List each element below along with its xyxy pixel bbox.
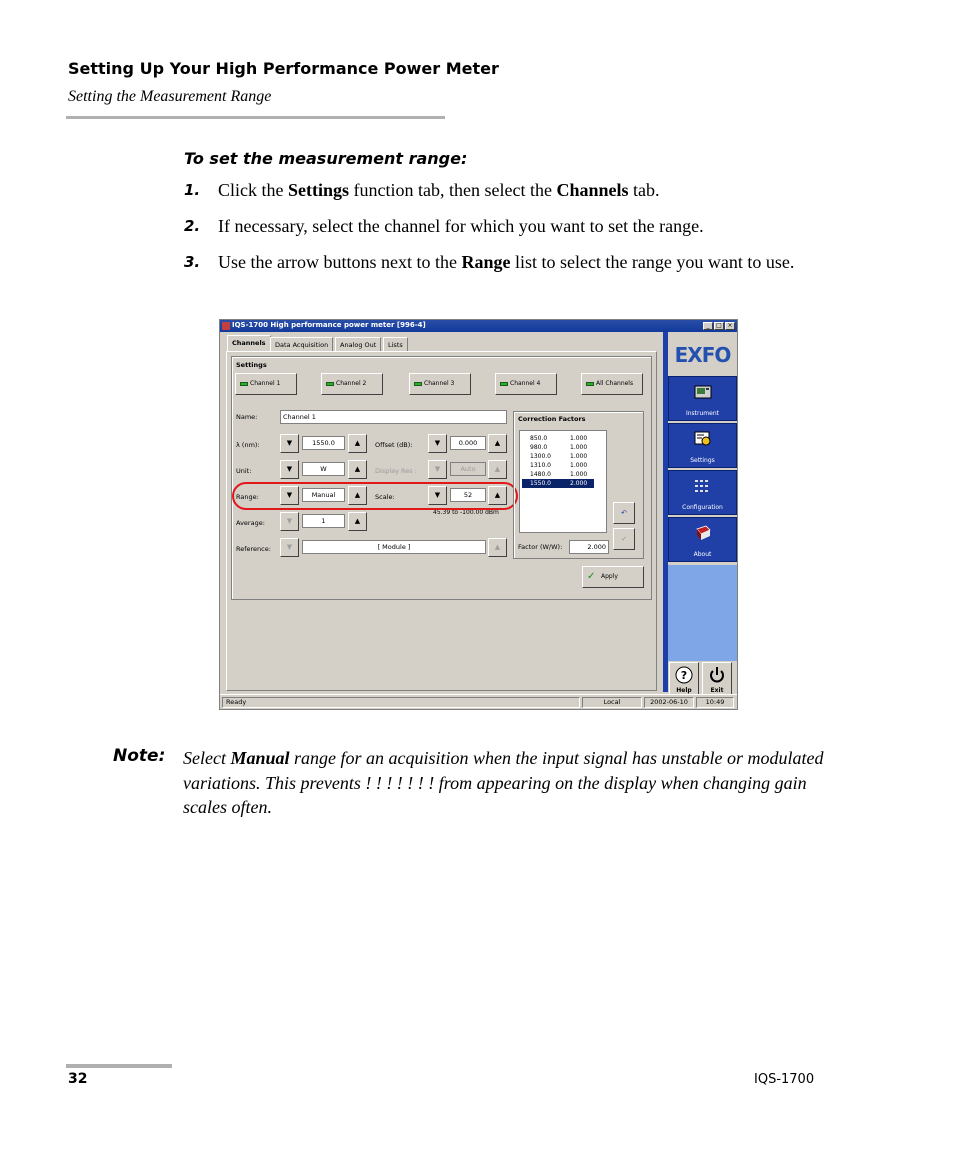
unit-field[interactable]: W bbox=[302, 462, 345, 476]
channel-3-button[interactable] bbox=[409, 373, 471, 395]
factor-label: Factor (W/W): bbox=[518, 543, 563, 551]
range-down-button[interactable]: ▼ bbox=[280, 486, 299, 505]
step-number: 2. bbox=[184, 217, 201, 235]
sidebar-item-label: Instrument bbox=[685, 410, 719, 417]
sidebar-item-instrument[interactable] bbox=[668, 376, 737, 421]
configuration-icon bbox=[694, 478, 712, 494]
channel-1-button[interactable] bbox=[235, 373, 297, 395]
instrument-icon bbox=[694, 384, 712, 400]
step-text: Use the arrow buttons next to the Range list to select the range you want to use. bbox=[218, 252, 795, 272]
note-label: Note: bbox=[113, 746, 166, 766]
sidebar-item-configuration[interactable] bbox=[668, 470, 737, 515]
wavelength-field[interactable]: 1550.0 bbox=[302, 436, 345, 450]
status-mode: Local bbox=[582, 697, 642, 708]
list-item[interactable]: 850.0 1.000 bbox=[530, 435, 588, 442]
channel-4-button[interactable] bbox=[495, 373, 557, 395]
wavelength-label: λ (nm): bbox=[236, 441, 260, 449]
scale-up-button[interactable]: ▲ bbox=[488, 486, 507, 505]
channel-led-icon bbox=[326, 382, 334, 386]
wavelength-down-button[interactable]: ▼ bbox=[280, 434, 299, 453]
apply-button[interactable] bbox=[582, 566, 644, 588]
channel-button-label: Channel 4 bbox=[510, 380, 541, 387]
note-text: Select Manual range for an acquisition when the input signal has unstable or modulated variations. This prevents ! ! ! ! ! ! ! from appearing on the display when changing gain scales often. bbox=[183, 748, 824, 817]
offset-field[interactable]: 0.000 bbox=[450, 436, 486, 450]
chapter-title: Setting Up Your High Performance Power Meter bbox=[68, 59, 499, 78]
channel-button-label: All Channels bbox=[596, 380, 634, 387]
status-state: Ready bbox=[222, 697, 580, 708]
section-subtitle: Setting the Measurement Range bbox=[68, 88, 272, 105]
display-res-field: Auto bbox=[450, 462, 486, 476]
list-item-selected[interactable]: 1550.0 2.000 bbox=[522, 479, 594, 488]
name-label: Name: bbox=[236, 413, 258, 421]
checkmark-icon[interactable]: ✓ bbox=[613, 528, 635, 550]
channel-led-icon bbox=[414, 382, 422, 386]
correction-factors-title: Correction Factors bbox=[518, 415, 586, 423]
unit-down-button[interactable]: ▼ bbox=[280, 460, 299, 479]
step-number: 1. bbox=[184, 181, 201, 199]
settings-icon bbox=[694, 431, 712, 447]
tab-data-acquisition[interactable]: Data Acquisition bbox=[270, 337, 333, 351]
channel-2-button[interactable] bbox=[321, 373, 383, 395]
range-highlight-ellipse bbox=[232, 482, 518, 510]
reference-up-button[interactable]: ▲ bbox=[488, 538, 507, 557]
channel-led-icon bbox=[586, 382, 594, 386]
document-name: IQS-1700 bbox=[754, 1072, 815, 1087]
tab-lists[interactable]: Lists bbox=[383, 337, 408, 351]
list-item[interactable]: 1480.0 1.000 bbox=[530, 471, 588, 478]
sidebar-empty-area bbox=[668, 565, 737, 661]
settings-label: Settings bbox=[236, 361, 267, 369]
reference-label: Reference: bbox=[236, 545, 271, 553]
average-down-button[interactable]: ▼ bbox=[280, 512, 299, 531]
scale-label: Scale: bbox=[375, 493, 395, 501]
range-up-button[interactable]: ▲ bbox=[348, 486, 367, 505]
apply-label: Apply bbox=[601, 573, 618, 580]
reference-down-button[interactable]: ▼ bbox=[280, 538, 299, 557]
channel-button-label: Channel 3 bbox=[424, 380, 455, 387]
help-icon bbox=[674, 665, 694, 685]
page-number: 32 bbox=[68, 1071, 88, 1087]
maximize-button[interactable]: □ bbox=[714, 322, 724, 330]
tab-channels[interactable]: Channels bbox=[227, 335, 271, 352]
range-label: Range: bbox=[236, 493, 259, 501]
correction-factors-list[interactable] bbox=[519, 430, 607, 533]
offset-down-button[interactable]: ▼ bbox=[428, 434, 447, 453]
status-bar bbox=[220, 694, 737, 710]
step-number: 3. bbox=[184, 253, 201, 271]
wavelength-up-button[interactable]: ▲ bbox=[348, 434, 367, 453]
function-sidebar bbox=[663, 332, 737, 692]
exfo-logo: EXFO bbox=[668, 335, 737, 375]
sidebar-item-about[interactable] bbox=[668, 517, 737, 562]
offset-up-button[interactable]: ▲ bbox=[488, 434, 507, 453]
checkmark-icon: ✓ bbox=[587, 571, 596, 582]
display-res-up-button: ▲ bbox=[488, 460, 507, 479]
channel-button-label: Channel 2 bbox=[336, 380, 367, 387]
header-rule bbox=[66, 116, 445, 119]
app-icon bbox=[222, 322, 230, 330]
window-titlebar bbox=[220, 320, 737, 332]
exit-label: Exit bbox=[710, 687, 724, 694]
channel-led-icon bbox=[240, 382, 248, 386]
offset-label: Offset (dB): bbox=[375, 441, 413, 449]
scale-down-button[interactable]: ▼ bbox=[428, 486, 447, 505]
sidebar-item-label: About bbox=[693, 551, 712, 558]
status-date: 2002-06-10 bbox=[644, 697, 694, 708]
reference-field[interactable]: [ Module ] bbox=[302, 540, 486, 554]
status-time: 10:49 bbox=[696, 697, 734, 708]
help-label: Help bbox=[676, 687, 692, 694]
svg-text:?: ? bbox=[680, 669, 688, 682]
all-channels-button[interactable] bbox=[581, 373, 643, 395]
list-item[interactable]: 1300.0 1.000 bbox=[530, 453, 588, 460]
list-item[interactable]: 1310.0 1.000 bbox=[530, 462, 588, 469]
list-item[interactable]: 980.0 1.000 bbox=[530, 444, 588, 451]
close-button[interactable]: × bbox=[725, 322, 735, 330]
about-book-icon bbox=[694, 525, 712, 541]
name-field[interactable]: Channel 1 bbox=[280, 410, 507, 424]
step-text: Click the Settings function tab, then select the Channels tab. bbox=[218, 180, 660, 200]
unit-label: Unit: bbox=[236, 467, 252, 475]
range-limits-text: 45.39 to -100.00 dBm bbox=[433, 509, 499, 516]
display-res-down-button: ▼ bbox=[428, 460, 447, 479]
sidebar-item-settings[interactable] bbox=[668, 423, 737, 468]
app-screenshot bbox=[219, 319, 738, 710]
sidebar-item-label: Configuration bbox=[682, 504, 723, 511]
sidebar-item-label: Settings bbox=[690, 457, 715, 464]
scale-field[interactable]: 52 bbox=[450, 488, 486, 502]
window-title: IQS-1700 High performance power meter [996-4] bbox=[232, 321, 426, 329]
average-up-button[interactable]: ▲ bbox=[348, 512, 367, 531]
average-label: Average: bbox=[236, 519, 265, 527]
channel-button-label: Channel 1 bbox=[250, 380, 281, 387]
average-field[interactable]: 1 bbox=[302, 514, 345, 528]
unit-up-button[interactable]: ▲ bbox=[348, 460, 367, 479]
minimize-button[interactable]: _ bbox=[703, 322, 713, 330]
power-icon bbox=[707, 665, 727, 685]
undo-icon[interactable]: ↶ bbox=[613, 502, 635, 524]
footer-rule bbox=[66, 1064, 172, 1068]
display-res-label: Display Res : bbox=[375, 467, 417, 475]
factor-field[interactable]: 2.000 bbox=[569, 540, 609, 554]
step-text: If necessary, select the channel for which you want to set the range. bbox=[218, 216, 704, 236]
procedure-title: To set the measurement range: bbox=[184, 149, 468, 168]
tab-analog-out[interactable]: Analog Out bbox=[335, 337, 381, 351]
channel-led-icon bbox=[500, 382, 508, 386]
range-field[interactable]: Manual bbox=[302, 488, 345, 502]
